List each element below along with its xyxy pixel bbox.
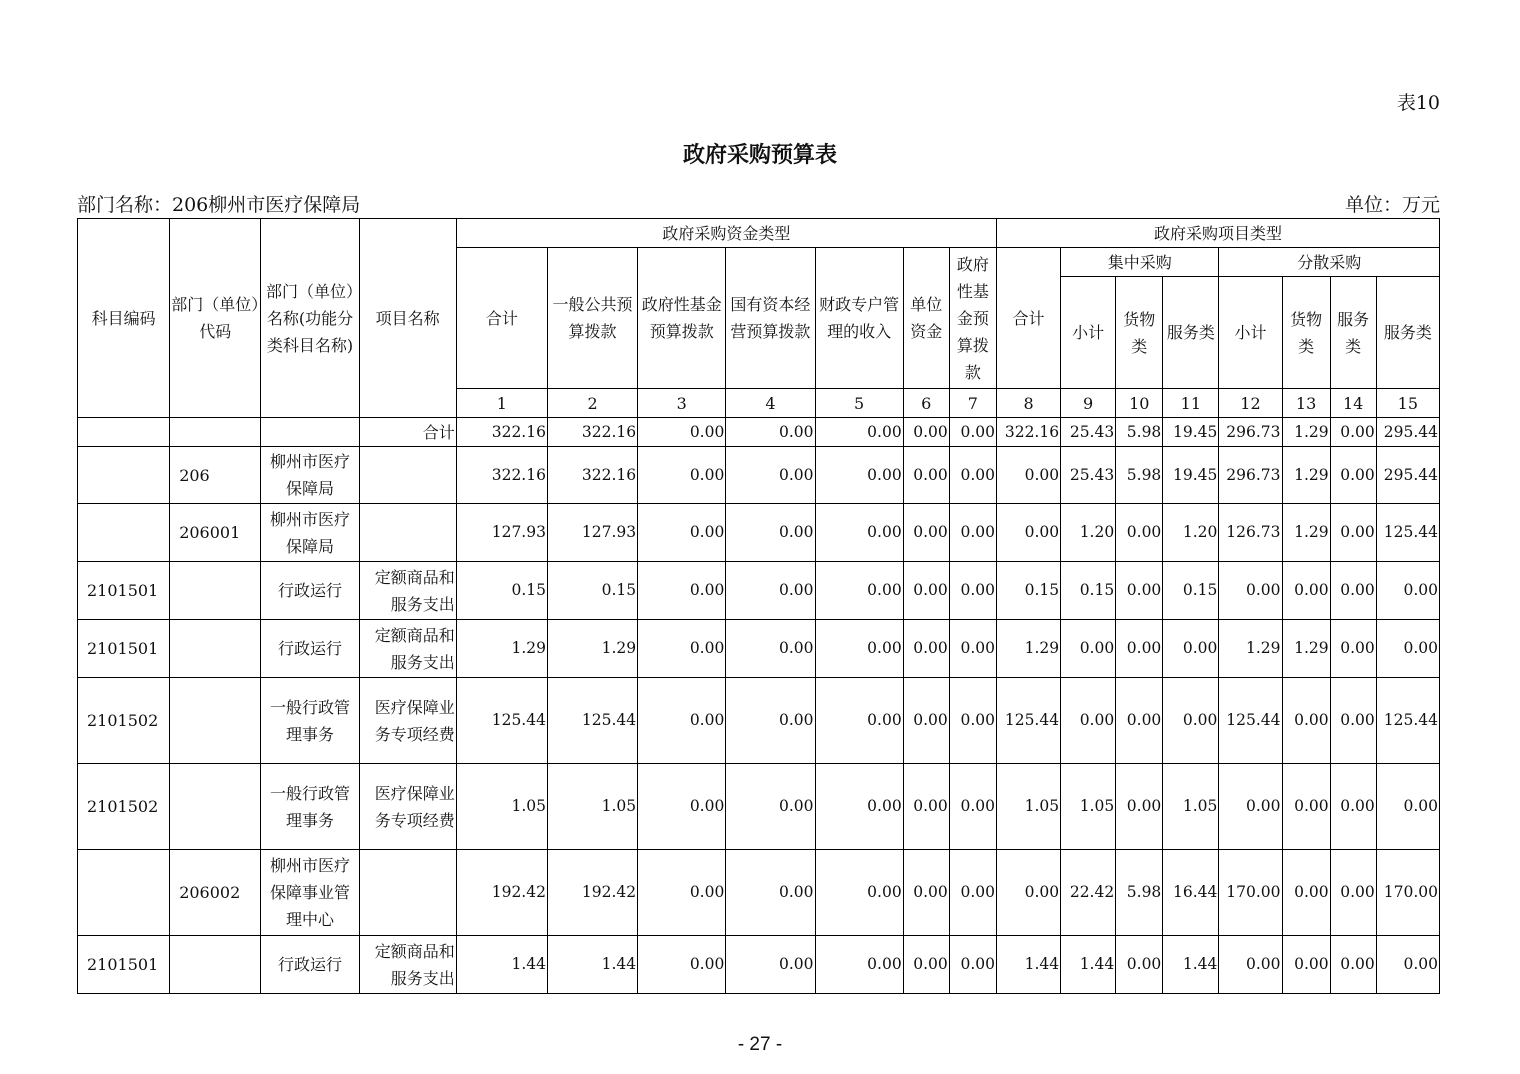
dept-name-cell: 一般行政管理事务 (261, 678, 359, 764)
value-cell: 1.20 (1061, 504, 1116, 562)
value-cell: 0.00 (949, 418, 996, 447)
value-cell: 0.00 (726, 620, 815, 678)
value-cell: 0.00 (1116, 562, 1163, 620)
value-cell: 170.00 (1219, 850, 1282, 936)
value-cell: 0.00 (638, 447, 726, 504)
header-dispersed-subtotal: 小计 (1219, 277, 1282, 389)
value-cell: 0.00 (949, 447, 996, 504)
header-special-account: 财政专户管理的收入 (815, 248, 903, 389)
value-cell: 0.00 (1282, 678, 1330, 764)
value-cell: 0.00 (1282, 562, 1330, 620)
value-cell: 127.93 (456, 504, 547, 562)
value-cell: 0.00 (815, 447, 903, 504)
subject-code-cell: 2101501 (78, 620, 170, 678)
subject-code-cell (78, 850, 170, 936)
header-project-name: 项目名称 (359, 219, 456, 418)
department-label: 部门名称：206柳州市医疗保障局 (77, 194, 361, 216)
column-number: 7 (949, 389, 996, 418)
header-central-subtotal: 小计 (1061, 277, 1116, 389)
value-cell: 1.44 (547, 936, 637, 994)
subject-code-cell (78, 504, 170, 562)
value-cell: 1.29 (1282, 447, 1330, 504)
value-cell: 0.00 (726, 562, 815, 620)
column-number: 10 (1116, 389, 1163, 418)
value-cell: 0.00 (638, 678, 726, 764)
value-cell: 0.00 (638, 620, 726, 678)
value-cell: 0.15 (1061, 562, 1116, 620)
value-cell: 0.00 (1061, 678, 1116, 764)
project-name-cell: 定额商品和服务支出 (359, 620, 456, 678)
value-cell: 0.00 (1330, 764, 1376, 850)
dept-code-cell: 206002 (170, 850, 261, 936)
value-cell: 192.42 (547, 850, 637, 936)
project-name-cell (359, 447, 456, 504)
header-project-total: 合计 (996, 248, 1060, 389)
value-cell: 1.05 (1061, 764, 1116, 850)
value-cell: 0.00 (638, 504, 726, 562)
value-cell: 322.16 (996, 418, 1060, 447)
column-number: 2 (547, 389, 637, 418)
value-cell: 5.98 (1116, 447, 1163, 504)
column-number: 11 (1163, 389, 1219, 418)
header-dispersed-services-2: 服务类 (1376, 277, 1439, 389)
value-cell: 0.00 (638, 764, 726, 850)
value-cell: 0.15 (996, 562, 1060, 620)
header-fund-type-group: 政府采购资金类型 (456, 219, 996, 248)
value-cell: 322.16 (456, 447, 547, 504)
dept-name-cell (261, 418, 359, 447)
value-cell: 1.29 (996, 620, 1060, 678)
project-name-cell: 定额商品和服务支出 (359, 562, 456, 620)
value-cell: 1.05 (456, 764, 547, 850)
value-cell: 0.00 (638, 562, 726, 620)
value-cell: 0.00 (726, 764, 815, 850)
value-cell: 1.44 (456, 936, 547, 994)
value-cell: 0.00 (903, 764, 949, 850)
value-cell: 0.00 (1282, 764, 1330, 850)
header-subject-code: 科目编码 (78, 219, 170, 418)
value-cell: 0.00 (726, 678, 815, 764)
value-cell: 0.00 (1282, 850, 1330, 936)
header-dispersed-goods: 货物类 (1282, 277, 1330, 389)
value-cell: 0.00 (1219, 562, 1282, 620)
value-cell: 125.44 (1219, 678, 1282, 764)
value-cell: 192.42 (456, 850, 547, 936)
dept-name-cell: 柳州市医疗保障局 (261, 504, 359, 562)
header-fund-total: 合计 (456, 248, 547, 389)
project-name-cell (359, 504, 456, 562)
value-cell: 0.00 (815, 678, 903, 764)
value-cell: 0.00 (949, 504, 996, 562)
value-cell: 1.29 (547, 620, 637, 678)
header-general-budget: 一般公共预算拨款 (547, 248, 637, 389)
value-cell: 5.98 (1116, 418, 1163, 447)
value-cell: 1.29 (1282, 620, 1330, 678)
value-cell: 0.00 (1163, 620, 1219, 678)
value-cell: 1.44 (1061, 936, 1116, 994)
column-number: 15 (1376, 389, 1439, 418)
value-cell: 170.00 (1376, 850, 1439, 936)
procurement-budget-table (77, 218, 1440, 994)
table-row (78, 562, 1440, 620)
value-cell: 0.00 (726, 418, 815, 447)
value-cell: 125.44 (456, 678, 547, 764)
dept-code-cell: 206 (170, 447, 261, 504)
value-cell: 0.00 (1219, 764, 1282, 850)
unit-label: 单位：万元 (1344, 194, 1440, 216)
header-central-services: 服务类 (1163, 277, 1219, 389)
dept-name-cell: 行政运行 (261, 562, 359, 620)
table-number: 表10 (1396, 92, 1440, 114)
dept-name-cell: 柳州市医疗保障事业管理中心 (261, 850, 359, 936)
table-row (78, 504, 1440, 562)
value-cell: 295.44 (1376, 447, 1439, 504)
value-cell: 1.44 (996, 936, 1060, 994)
subject-code-cell: 2101501 (78, 562, 170, 620)
value-cell: 1.29 (1282, 504, 1330, 562)
value-cell: 0.00 (726, 447, 815, 504)
header-project-type-group: 政府采购项目类型 (996, 219, 1439, 248)
value-cell: 0.00 (638, 418, 726, 447)
header-state-capital: 国有资本经营预算拨款 (726, 248, 815, 389)
value-cell: 25.43 (1061, 418, 1116, 447)
header-dispersed-services: 服务类 (1330, 277, 1376, 389)
value-cell: 0.00 (949, 936, 996, 994)
subject-code-cell (78, 447, 170, 504)
project-name-cell: 合计 (359, 418, 456, 447)
subject-code-cell: 2101502 (78, 678, 170, 764)
value-cell: 0.00 (726, 936, 815, 994)
value-cell: 0.00 (1061, 620, 1116, 678)
header-dispersed-procurement: 分散采购 (1219, 248, 1440, 277)
value-cell: 0.00 (1116, 504, 1163, 562)
table-row (78, 447, 1440, 504)
project-name-cell (359, 850, 456, 936)
value-cell: 127.93 (547, 504, 637, 562)
value-cell: 0.00 (1376, 620, 1439, 678)
value-cell: 0.00 (949, 620, 996, 678)
column-number: 4 (726, 389, 815, 418)
value-cell: 125.44 (547, 678, 637, 764)
dept-code-cell (170, 936, 261, 994)
value-cell: 0.00 (1330, 850, 1376, 936)
project-name-cell: 医疗保障业务专项经费 (359, 764, 456, 850)
value-cell: 0.00 (815, 936, 903, 994)
value-cell: 0.00 (815, 850, 903, 936)
value-cell: 126.73 (1219, 504, 1282, 562)
header-gov-fund-2: 政府性基金预算拨款 (949, 248, 996, 389)
table-row (78, 418, 1440, 447)
value-cell: 0.00 (1330, 936, 1376, 994)
value-cell: 0.00 (903, 504, 949, 562)
subject-code-cell: 2101502 (78, 764, 170, 850)
value-cell: 0.00 (1219, 936, 1282, 994)
value-cell: 0.00 (815, 562, 903, 620)
value-cell: 0.00 (1282, 936, 1330, 994)
dept-code-cell (170, 678, 261, 764)
column-number: 12 (1219, 389, 1282, 418)
value-cell: 19.45 (1163, 447, 1219, 504)
value-cell: 0.00 (638, 850, 726, 936)
value-cell: 0.00 (949, 850, 996, 936)
value-cell: 0.00 (903, 850, 949, 936)
table-row (78, 936, 1440, 994)
value-cell: 0.00 (1376, 936, 1439, 994)
value-cell: 1.05 (1163, 764, 1219, 850)
value-cell: 0.15 (547, 562, 637, 620)
value-cell: 125.44 (1376, 504, 1439, 562)
value-cell: 322.16 (456, 418, 547, 447)
value-cell: 0.00 (1330, 418, 1376, 447)
dept-code-cell (170, 764, 261, 850)
value-cell: 296.73 (1219, 418, 1282, 447)
value-cell: 0.00 (903, 620, 949, 678)
dept-name-cell: 行政运行 (261, 936, 359, 994)
value-cell: 0.00 (903, 936, 949, 994)
table-row (78, 850, 1440, 936)
table-row (78, 764, 1440, 850)
value-cell: 0.00 (1116, 620, 1163, 678)
dept-name-cell: 行政运行 (261, 620, 359, 678)
column-number: 3 (638, 389, 726, 418)
value-cell: 0.00 (1376, 764, 1439, 850)
value-cell: 0.00 (1376, 562, 1439, 620)
table-row (78, 620, 1440, 678)
value-cell: 125.44 (996, 678, 1060, 764)
value-cell: 125.44 (1376, 678, 1439, 764)
value-cell: 295.44 (1376, 418, 1439, 447)
value-cell: 0.00 (815, 504, 903, 562)
dept-code-cell (170, 620, 261, 678)
subject-code-cell (78, 418, 170, 447)
column-number: 8 (996, 389, 1060, 418)
value-cell: 5.98 (1116, 850, 1163, 936)
dept-code-cell (170, 418, 261, 447)
header-unit-fund: 单位资金 (903, 248, 949, 389)
value-cell: 0.00 (949, 678, 996, 764)
subject-code-cell: 2101501 (78, 936, 170, 994)
header-central-goods: 货物类 (1116, 277, 1163, 389)
value-cell: 25.43 (1061, 447, 1116, 504)
value-cell: 1.44 (1163, 936, 1219, 994)
value-cell: 16.44 (1163, 850, 1219, 936)
table-row (78, 678, 1440, 764)
value-cell: 296.73 (1219, 447, 1282, 504)
value-cell: 0.00 (815, 418, 903, 447)
page-title: 政府采购预算表 (682, 142, 837, 168)
value-cell: 0.00 (1330, 504, 1376, 562)
value-cell: 0.00 (903, 418, 949, 447)
value-cell: 0.00 (1116, 936, 1163, 994)
value-cell: 0.00 (949, 764, 996, 850)
column-number: 9 (1061, 389, 1116, 418)
value-cell: 0.00 (996, 850, 1060, 936)
value-cell: 0.15 (456, 562, 547, 620)
value-cell: 19.45 (1163, 418, 1219, 447)
value-cell: 1.20 (1163, 504, 1219, 562)
value-cell: 0.00 (949, 562, 996, 620)
value-cell: 0.00 (1330, 562, 1376, 620)
column-number: 14 (1330, 389, 1376, 418)
value-cell: 22.42 (1061, 850, 1116, 936)
header-gov-fund: 政府性基金预算拨款 (638, 248, 726, 389)
value-cell: 1.29 (456, 620, 547, 678)
value-cell: 0.00 (815, 620, 903, 678)
value-cell: 0.00 (903, 678, 949, 764)
column-number: 5 (815, 389, 903, 418)
value-cell: 0.00 (903, 562, 949, 620)
dept-name-cell: 一般行政管理事务 (261, 764, 359, 850)
value-cell: 0.00 (996, 447, 1060, 504)
value-cell: 1.05 (996, 764, 1060, 850)
value-cell: 0.00 (1330, 447, 1376, 504)
value-cell: 0.00 (638, 936, 726, 994)
dept-name-cell: 柳州市医疗保障局 (261, 447, 359, 504)
value-cell: 0.00 (726, 504, 815, 562)
value-cell: 1.05 (547, 764, 637, 850)
value-cell: 0.00 (1330, 620, 1376, 678)
value-cell: 1.29 (1219, 620, 1282, 678)
value-cell: 0.00 (903, 447, 949, 504)
value-cell: 0.00 (996, 504, 1060, 562)
value-cell: 322.16 (547, 447, 637, 504)
project-name-cell: 定额商品和服务支出 (359, 936, 456, 994)
value-cell: 322.16 (547, 418, 637, 447)
page-number: - 27 - (737, 1034, 783, 1055)
header-dept-name: 部门（单位）名称(功能分类科目名称) (261, 219, 359, 418)
header-central-procurement: 集中采购 (1061, 248, 1219, 277)
value-cell: 0.00 (1116, 764, 1163, 850)
value-cell: 0.00 (815, 764, 903, 850)
project-name-cell: 医疗保障业务专项经费 (359, 678, 456, 764)
value-cell: 0.00 (1163, 678, 1219, 764)
column-number: 13 (1282, 389, 1330, 418)
value-cell: 0.00 (1330, 678, 1376, 764)
value-cell: 1.29 (1282, 418, 1330, 447)
column-number: 6 (903, 389, 949, 418)
value-cell: 0.00 (1116, 678, 1163, 764)
column-number: 1 (456, 389, 547, 418)
value-cell: 0.00 (726, 850, 815, 936)
value-cell: 0.15 (1163, 562, 1219, 620)
dept-code-cell: 206001 (170, 504, 261, 562)
header-dept-code: 部门（单位）代码 (170, 219, 261, 418)
dept-code-cell (170, 562, 261, 620)
